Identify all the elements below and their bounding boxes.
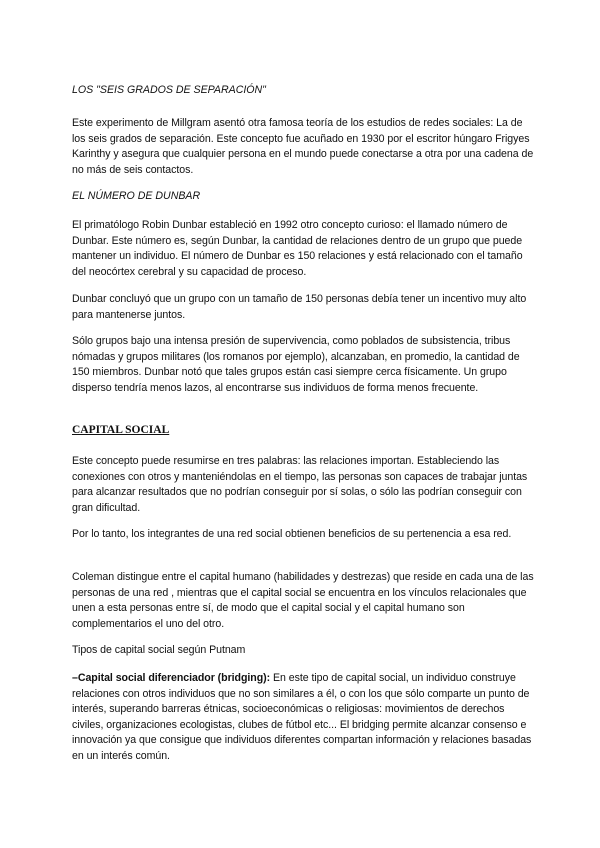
paragraph-capital-2: Por lo tanto, los integrantes de una red social obtienen beneficios de su pertenencia a esa red. bbox=[72, 528, 512, 540]
paragraph-dunbar-1: El primatólogo Robin Dunbar estableció en 1992 otro concepto curioso: el llamado número de Dunbar. Este número es, según Dunbar, la cantidad de relaciones dentro de un grupo que puede mantener un individuo. El número de Dunbar es 150 relaciones y está relacionado con el tamaño del neocórtex cerebral y su capacidad de proceso. bbox=[72, 219, 523, 278]
paragraph-capital-1: Este concepto puede resumirse en tres palabras: las relaciones importan. Estableciendo las conexiones con otros y manteniéndolas en el tiempo, las personas son capaces de trabajar juntas para alcanzar resultados que no podrían conseguir por sí solas, o sólo las podrían conseguir con gran dificultad. bbox=[72, 455, 528, 514]
paragraph-dunbar-2: Dunbar concluyó que un grupo con un tamaño de 150 personas debía tener un incentivo muy alto para mantenerse juntos. bbox=[72, 293, 527, 321]
section-title-dunbar: EL NÚMERO DE DUNBAR bbox=[72, 190, 201, 202]
section-title-six-degrees: LOS "SEIS GRADOS DE SEPARACIÓN" bbox=[72, 84, 266, 96]
paragraph-bridging bbox=[72, 671, 534, 765]
bridging-term: –Capital social diferenciador (bridging): bbox=[72, 672, 271, 684]
paragraph-capital-3: Coleman distingue entre el capital humano (habilidades y destrezas) que reside en cada una de las personas de una red , mientras que el capital social se encuentra en los vínculos relacionales que unen a esta personas entre sí, de modo que el capital social y el capital humano son complementarios el uno del otro. bbox=[72, 571, 534, 630]
bridging-description: En este tipo de capital social, un individuo construye relaciones con otros individuos que no son similares a él, o con los que sólo comparte un punto de interés, superando barreras étnicas, socioeconómicas o religiosas: movimientos de derechos civiles, organizaciones ecologistas, clubes de fútbol etc... El bridging permite alcanzar consenso e innovación ya que consigue que individuos diferentes compartan información y relaciones basadas en un interés común. bbox=[72, 672, 532, 762]
paragraph-six-degrees: Este experimento de Millgram asentó otra famosa teoría de los estudios de redes sociales: La de los seis grados de separación. Este concepto fue acuñado en 1930 por el escritor húngaro Frigyes Karinthy y asegura que cualquier persona en el mundo puede conectarse a otra por una cadena de no más de seis contactos. bbox=[72, 117, 534, 176]
paragraph-putnam-types: Tipos de capital social según Putnam bbox=[72, 644, 246, 656]
paragraph-dunbar-3: Sólo grupos bajo una intensa presión de supervivencia, como poblados de subsistencia, tribus nómadas y grupos militares (los romanos por ejemplo), alcanzaban, en promedio, la cantidad de 150 miembros. Dunbar notó que tales grupos están casi siempre cerca físicamente. Un grupo disperso tendría menos lazos, al encontrarse sus individuos de forma menos frecuente. bbox=[72, 335, 520, 394]
section-title-capital-social: CAPITAL SOCIAL bbox=[72, 424, 170, 436]
